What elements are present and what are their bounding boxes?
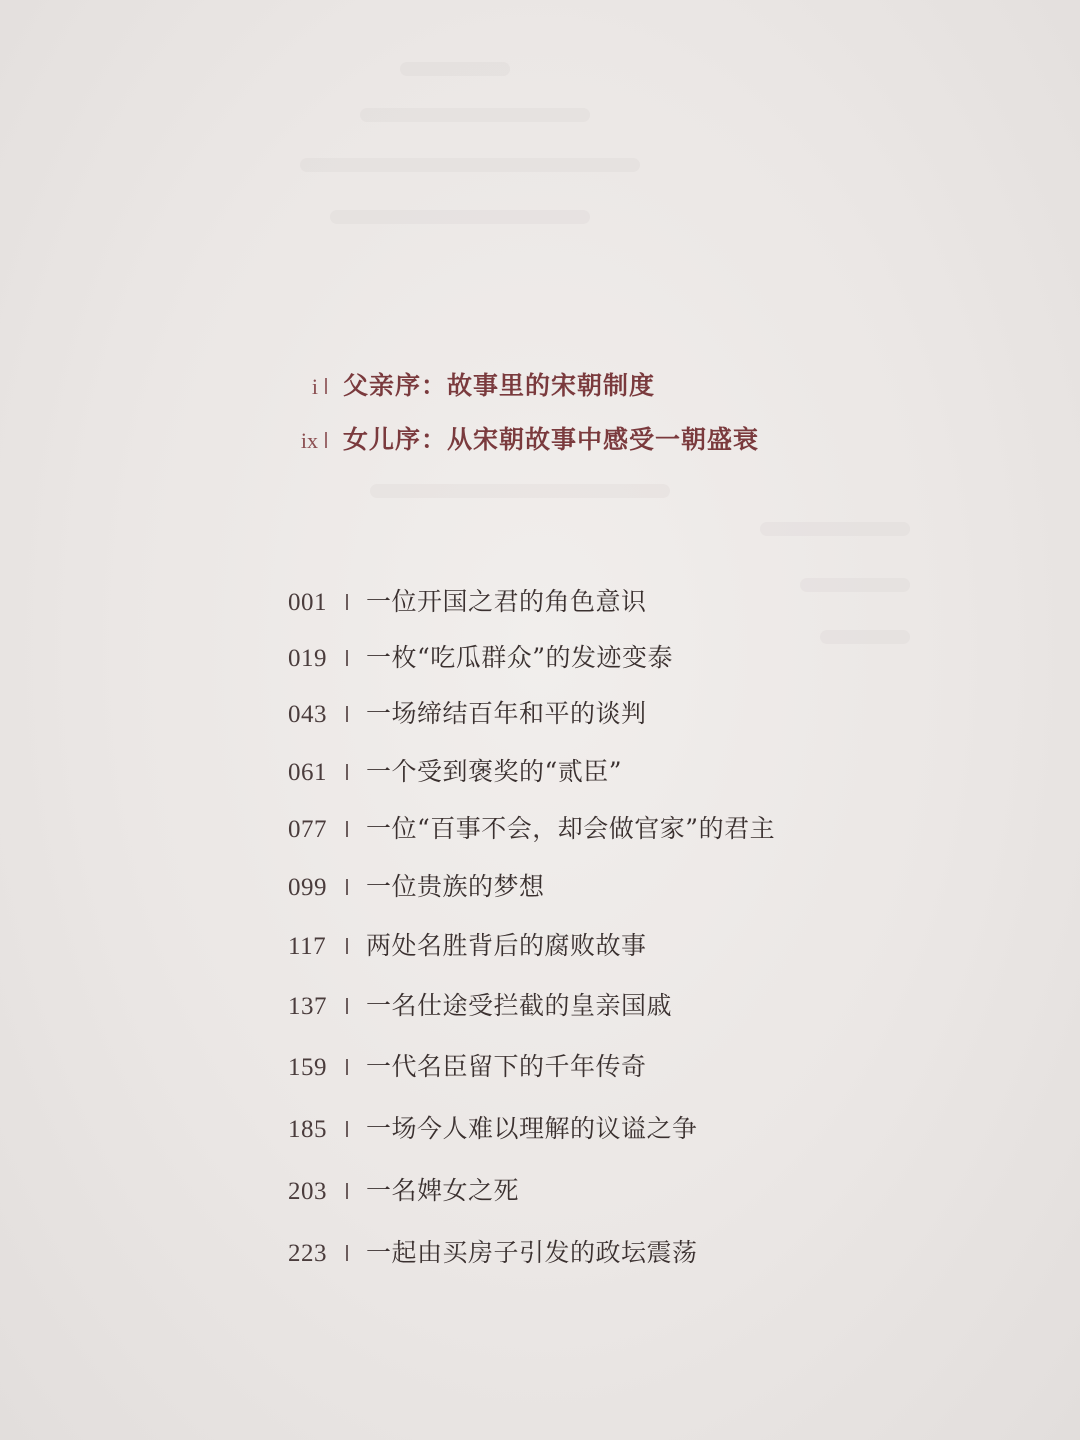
chapter-page-number: 019 <box>288 645 327 672</box>
separator-bar <box>346 1059 348 1075</box>
chapter-title: 一场今人难以理解的议谥之争 <box>366 1114 698 1143</box>
toc-chapter-entry[interactable] <box>288 1047 647 1083</box>
separator-bar <box>325 378 327 394</box>
toc-chapter-entry[interactable] <box>288 1171 519 1207</box>
separator-bar <box>346 1121 348 1137</box>
toc-chapter-entry[interactable] <box>288 1109 698 1145</box>
separator-bar <box>346 879 348 895</box>
show-through-mark <box>370 484 670 498</box>
show-through-mark <box>760 522 910 536</box>
chapter-title: 一起由买房子引发的政坛震荡 <box>366 1238 698 1267</box>
chapter-page-number: 203 <box>288 1178 327 1205</box>
chapter-title: 一代名臣留下的千年传奇 <box>366 1052 647 1081</box>
separator-bar <box>346 998 348 1014</box>
toc-chapter-entry[interactable] <box>288 986 672 1022</box>
separator-bar <box>346 706 348 722</box>
separator-bar <box>346 764 348 780</box>
preface-title: 父亲序：故事里的宋朝制度 <box>343 371 656 400</box>
toc-chapter-entry[interactable] <box>288 582 647 618</box>
separator-bar <box>346 821 348 837</box>
toc-chapter-entry[interactable] <box>288 752 622 788</box>
show-through-mark <box>800 578 910 592</box>
separator-bar <box>346 938 348 954</box>
chapter-page-number: 043 <box>288 701 327 728</box>
show-through-mark <box>820 630 910 644</box>
chapter-page-number: 117 <box>288 933 327 960</box>
toc-chapter-entry[interactable] <box>288 638 673 674</box>
chapter-page-number: 137 <box>288 993 327 1020</box>
toc-chapter-entry[interactable] <box>288 809 775 845</box>
chapter-title: 一位贵族的梦想 <box>366 872 545 901</box>
separator-bar <box>346 1183 348 1199</box>
toc-preface-entry[interactable] <box>290 420 759 456</box>
toc-chapter-entry[interactable] <box>288 926 647 962</box>
separator-bar <box>346 594 348 610</box>
preface-page-number: i <box>311 374 318 399</box>
chapter-title: 一位“百事不会，却会做官家”的君主 <box>366 814 776 843</box>
preface-title: 女儿序：从宋朝故事中感受一朝盛衰 <box>343 425 760 454</box>
show-through-mark <box>330 210 590 224</box>
chapter-title: 一位开国之君的角色意识 <box>366 587 647 616</box>
chapter-page-number: 223 <box>288 1240 327 1267</box>
chapter-page-number: 061 <box>288 759 327 786</box>
chapter-title: 一个受到褒奖的“贰臣” <box>366 757 623 786</box>
chapter-page-number: 159 <box>288 1054 327 1081</box>
toc-chapter-entry[interactable] <box>288 694 647 730</box>
chapter-title: 一名仕途受拦截的皇亲国戚 <box>366 991 673 1020</box>
toc-chapter-entry[interactable] <box>288 867 545 903</box>
separator-bar <box>325 432 327 448</box>
chapter-title: 一名婢女之死 <box>366 1176 520 1205</box>
chapter-title: 两处名胜背后的腐败故事 <box>366 931 647 960</box>
show-through-mark <box>360 108 590 122</box>
chapter-page-number: 185 <box>288 1116 327 1143</box>
chapter-page-number: 099 <box>288 874 327 901</box>
separator-bar <box>346 1245 348 1261</box>
chapter-page-number: 001 <box>288 589 327 616</box>
show-through-mark <box>300 158 640 172</box>
chapter-page-number: 077 <box>288 816 327 843</box>
chapter-title: 一枚“吃瓜群众”的发迹变泰 <box>366 643 674 672</box>
show-through-mark <box>400 62 510 76</box>
chapter-title: 一场缔结百年和平的谈判 <box>366 699 647 728</box>
toc-preface-entry[interactable] <box>290 366 655 402</box>
separator-bar <box>346 650 348 666</box>
toc-chapter-entry[interactable] <box>288 1233 698 1269</box>
preface-page-number: ix <box>300 428 318 453</box>
